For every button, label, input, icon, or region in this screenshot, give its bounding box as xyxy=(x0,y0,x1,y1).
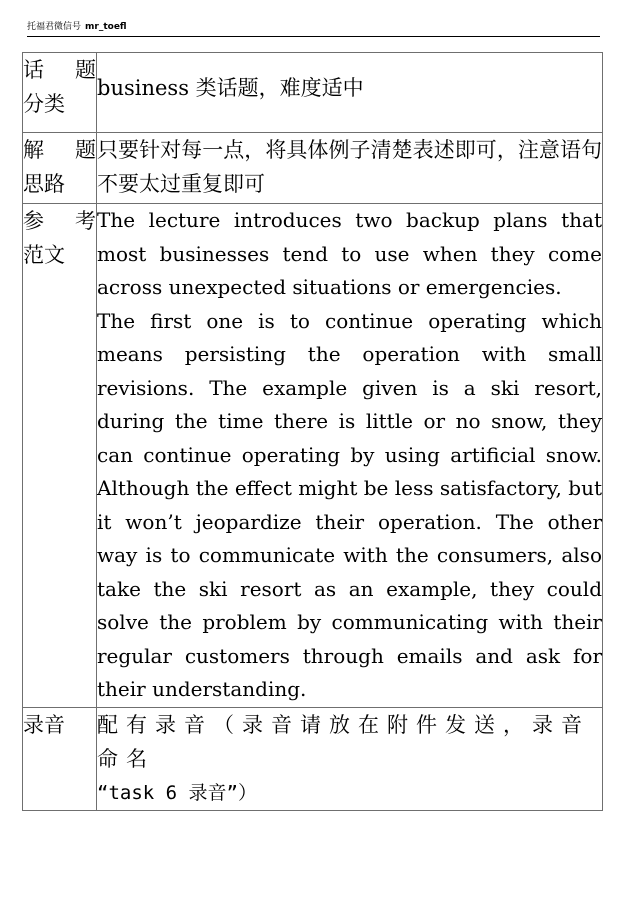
content-sample-answer xyxy=(97,204,603,708)
label-text: 范文 xyxy=(23,243,65,267)
approach-text: 只要针对每一点，将具体例子清楚表述即可，注意语句不要太过重复即可 xyxy=(97,138,602,196)
recording-instruction: 配有录音（录音请放在附件发送，录音命名 xyxy=(97,712,590,771)
task-table xyxy=(22,52,603,811)
label-recording xyxy=(23,707,97,810)
recording-filename: “task 6 录音”） xyxy=(97,781,257,804)
content-topic-category xyxy=(97,53,603,133)
label-text: 录音 xyxy=(23,712,65,737)
row-topic-category xyxy=(23,53,603,133)
label-char: 参 xyxy=(23,209,44,233)
label-approach xyxy=(23,133,97,204)
topic-category-text: business 类话题，难度适中 xyxy=(97,75,364,100)
content-recording xyxy=(97,707,603,810)
header-brand: 托福君微信号 xyxy=(27,22,82,32)
row-sample-answer xyxy=(23,204,603,708)
header-handle: mr_toefl xyxy=(85,22,127,32)
label-sample-answer xyxy=(23,204,97,708)
sample-paragraph-2: The first one is to continue operating which means persisting the operation with small revisions. The example given is a ski resort, during the time there is little or no snow, they can continue operating by using artificial snow. Although the effect might be less satisfactory, but it won’t jeopardize their operation. The other way is to communicate with the consumers, also take the ski resort as an example, they could solve the problem by communicating with their regular customers through emails and ask for their understanding. xyxy=(97,308,602,701)
content-approach xyxy=(97,133,603,204)
label-text: 思路 xyxy=(23,172,65,196)
label-text: 分类 xyxy=(23,92,65,116)
label-char: 题 xyxy=(75,58,96,82)
row-recording xyxy=(23,707,603,810)
label-topic-category xyxy=(23,53,97,133)
label-char: 题 xyxy=(75,138,96,162)
row-approach xyxy=(23,133,603,204)
label-char: 话 xyxy=(23,58,44,82)
label-char: 解 xyxy=(23,138,44,162)
page-header xyxy=(27,20,600,37)
label-char: 考 xyxy=(75,209,96,233)
sample-paragraph-1: The lecture introduces two backup plans that most businesses tend to use when they come across unexpected situations or emergencies. xyxy=(97,208,602,299)
